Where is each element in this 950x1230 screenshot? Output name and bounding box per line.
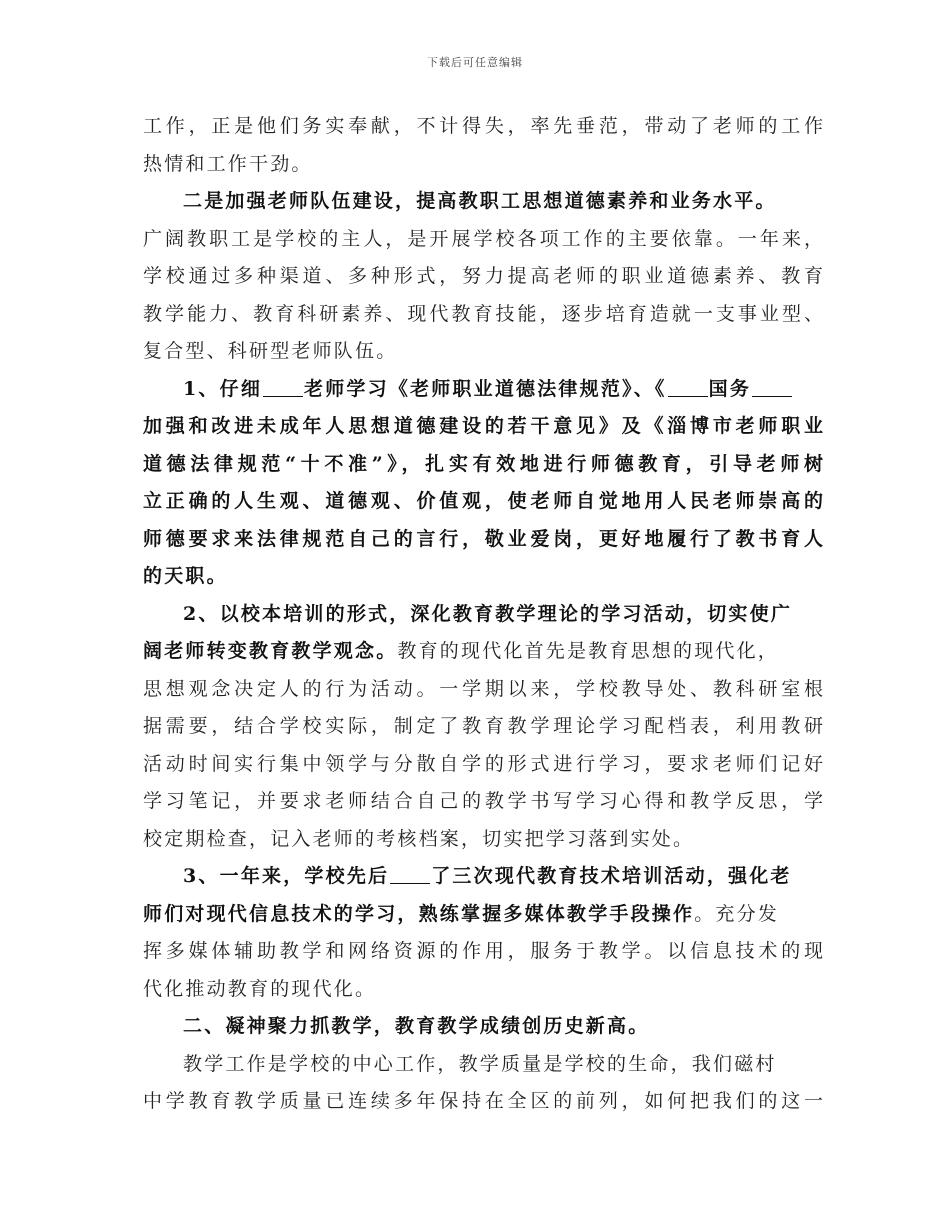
bold-paragraph-line: 立正确的人生观、道德观、价值观，使老师自觉地用人民老师崇高的 xyxy=(143,490,823,512)
bold-text: 阔老师转变教育教学观念。 xyxy=(143,640,398,662)
paragraph-line: 教学能力、教育科研素养、现代教育技能，逐步培育造就一支事业型、 xyxy=(143,302,823,325)
paragraph-line: 热情和工作干劲。 xyxy=(143,152,313,175)
regular-text: 教育的现代化首先是教育思想的现代化， xyxy=(397,640,780,662)
page-header: 下载后可任意编辑 xyxy=(427,56,523,69)
fill-in-blank xyxy=(668,374,708,397)
bold-paragraph-line: 道德法律规范“十不准”》，扎实有效地进行师德教育，引导老师树 xyxy=(143,452,823,475)
regular-text: 。充分发 xyxy=(694,902,780,925)
fill-in-blank xyxy=(752,374,792,397)
paragraph-line: 复合型、科研型老师队伍。 xyxy=(143,340,398,362)
paragraph-line: 学校通过多种渠道、多种形式，努力提高老师的职业道德素养、教育 xyxy=(143,265,823,287)
paragraph-line: 学习笔记，并要求老师结合自己的教学书写学习心得和教学反思，学 xyxy=(143,790,823,812)
paragraph-line: 广阔教职工是学校的主人，是开展学校各项工作的主要依靠。一年来， xyxy=(143,227,823,250)
paragraph-line: 教学工作是学校的中心工作，教学质量是学校的生命，我们磁村 xyxy=(183,1052,777,1075)
bold-text: 师们对现代信息技术的学习，熟练掌握多媒体教学手段操作 xyxy=(143,902,695,925)
paragraph-line: 据需要，结合学校实际，制定了教育教学理论学习配档表，利用教研 xyxy=(143,715,823,737)
paragraph-line: 活动时间实行集中领学与分散自学的形式进行学习，要求老师们记好 xyxy=(143,752,823,775)
paragraph-line: 中学教育教学质量已连续多年保持在全区的前列，如何把我们的这一 xyxy=(143,1090,823,1112)
paragraph-line: 工作，正是他们务实奉献，不计得失，率先垂范，带动了老师的工作 xyxy=(143,115,823,137)
bold-paragraph-line: 的天职。 xyxy=(143,565,228,587)
bold-text: 3、一年来，学校先后 xyxy=(183,865,390,887)
bold-paragraph-line xyxy=(143,371,823,409)
bold-text: 国务 xyxy=(708,377,752,400)
paragraph-line: 代化推动教育的现代化。 xyxy=(143,977,377,1000)
mixed-paragraph-line xyxy=(143,633,823,671)
mixed-paragraph-line xyxy=(143,896,823,934)
bold-text: 老师学习《老师职业道德法律规范》、《 xyxy=(304,377,667,400)
paragraph-line: 挥多媒体辅助教学和网络资源的作用，服务于教学。以信息技术的现 xyxy=(143,940,823,962)
bold-paragraph-line: 加强和改进未成年人思想道德建设的若干意见》及《淄博市老师职业 xyxy=(143,415,823,437)
section-heading: 二是加强老师队伍建设，提高教职工思想道德素养和业务水平。 xyxy=(183,190,777,212)
bold-paragraph-line: 2、以校本培训的形式，深化教育教学理论的学习活动，切实使广 xyxy=(183,602,793,625)
paragraph-line: 思想观念决定人的行为活动。一学期以来，学校教导处、教科研室根 xyxy=(143,677,823,700)
fill-in-blank xyxy=(263,374,303,397)
bold-paragraph-line xyxy=(143,858,823,896)
paragraph-line: 校定期检查，记入老师的考核档案，切实把学习落到实处。 xyxy=(143,827,695,850)
fill-in-blank xyxy=(390,861,430,884)
bold-text: 1、仔细 xyxy=(183,377,263,400)
section-heading: 二、凝神聚力抓教学，教育教学成绩创历史新高。 xyxy=(183,1015,650,1037)
document-body xyxy=(143,108,823,1121)
bold-text: 了三次现代教育技术培训活动，强化老 xyxy=(431,865,792,887)
bold-paragraph-line: 师德要求来法律规范自己的言行，敬业爱岗，更好地履行了教书育人 xyxy=(143,527,823,550)
